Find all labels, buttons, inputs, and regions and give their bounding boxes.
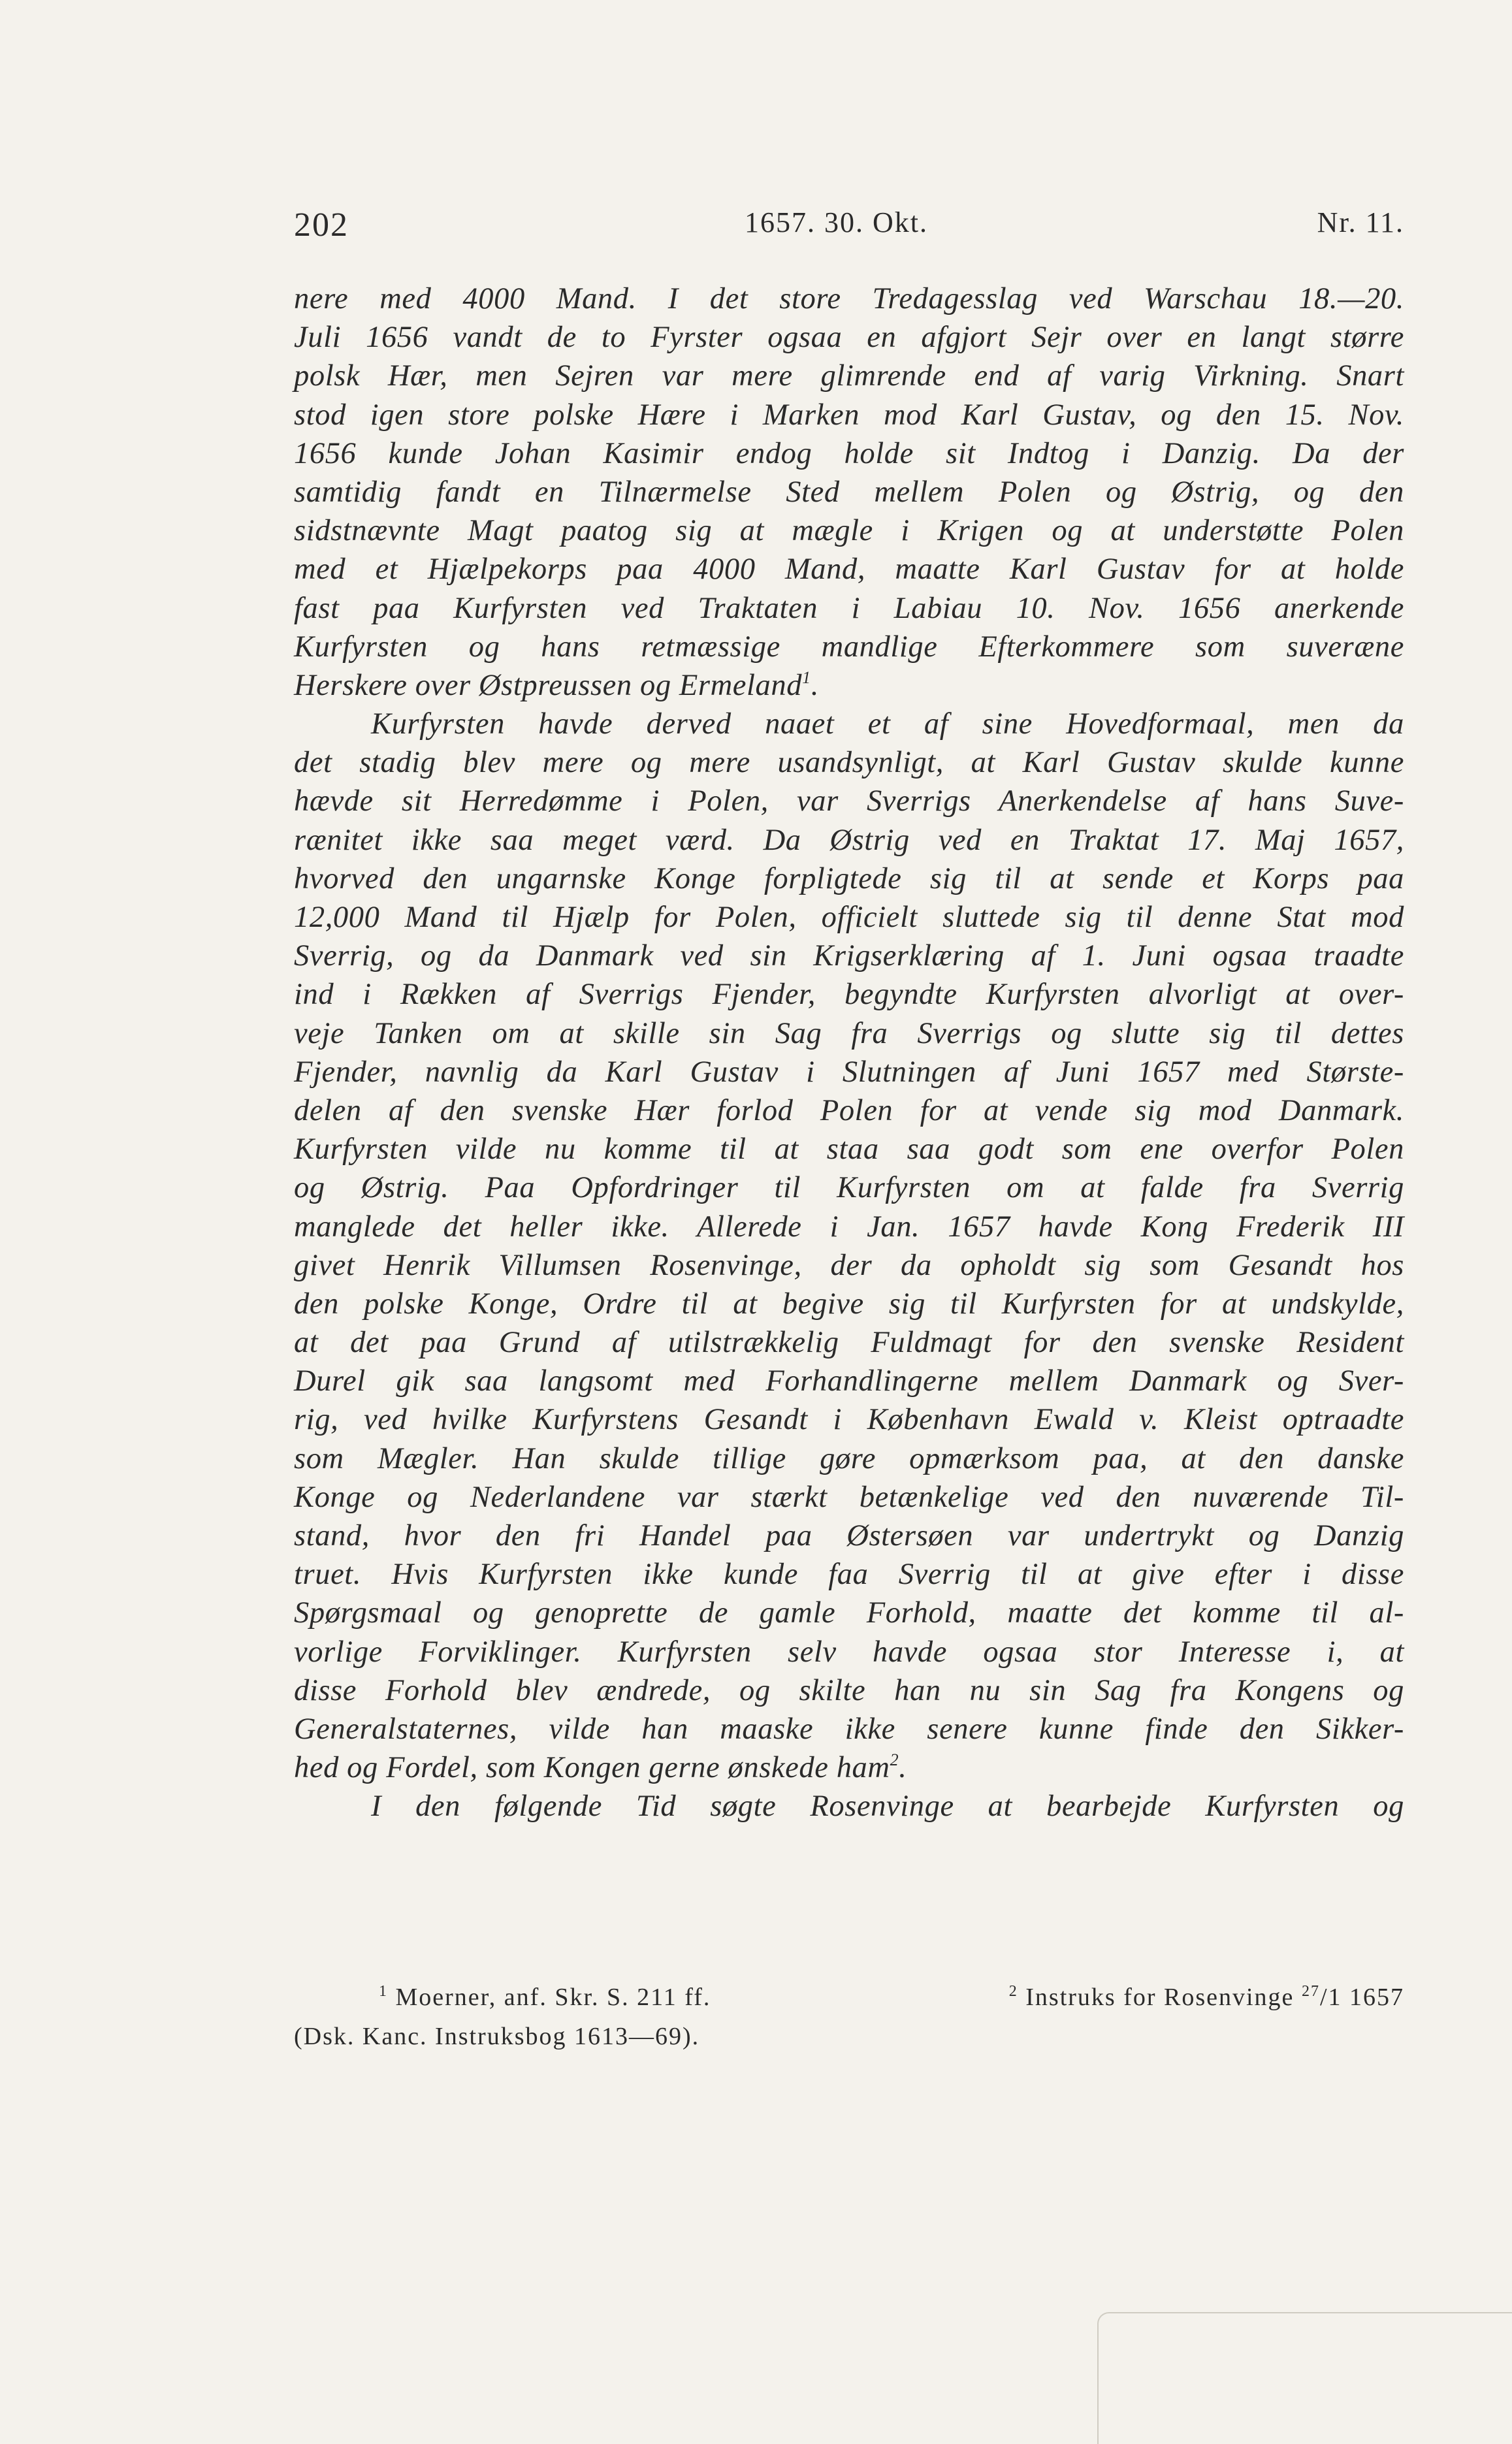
running-header [294,206,1404,258]
footnote-row [294,1978,1404,2017]
footnote-2-number: 2 [1008,1983,1018,2000]
text-line: truet. Hvis Kurfyrsten ikke kunde faa Sverrig til at give efter i disse [294,1558,1404,1592]
text-line: Spørgsmaal og genoprette de gamle Forhold, maatte det komme til al- [294,1596,1404,1630]
text-line: Fjender, navnlig da Karl Gustav i Slutningen af Juni 1657 med Største- [294,1055,1404,1089]
header-date: 1657. 30. Okt. [745,206,928,238]
text-line: Konge og Nederlandene var stærkt betænkelige ved den nuværende Til- [294,1480,1404,1514]
text-line: 12,000 Mand til Hjælp for Polen, officielt sluttede sig til denne Stat mod [294,901,1404,934]
text-line: det stadig blev mere og mere usandsynligt, at Karl Gustav skulde kunne [294,746,1404,780]
text-line: Kurfyrsten havde derved naaet et af sine Hovedformaal, men da [371,707,1404,741]
text-line: sidstnævnte Magt paatog sig at mægle i Krigen og at understøtte Polen [294,514,1404,548]
text-line-content: Herskere over Østpreussen og Ermeland [294,668,803,702]
text-line: vorlige Forviklinger. Kurfyrsten selv havde ogsaa stor Interesse i, at [294,1635,1404,1669]
text-line: Generalstaternes, vilde han maaske ikke senere kunne finde den Sikker- [294,1712,1404,1746]
footnote-2-text: Instruks for Rosenvinge [1025,1984,1295,2011]
footnote-ref-2-tail: . [899,1751,907,1785]
text-line: nere med 4000 Mand. I det store Tredagesslag ved Warschau 18.—20. [294,282,1404,315]
footnote-1 [379,1978,711,2017]
text-line: og Østrig. Paa Opfordringer til Kurfyrsten om at falde fra Sverrig [294,1171,1404,1205]
paper-edge-mark [1097,2312,1512,2444]
text-line: manglede det heller ikke. Allerede i Jan. 1657 havde Kong Frederik III [294,1210,1404,1244]
text-line: Juli 1656 vandt de to Fyrster ogsaa en afgjort Sejr over en langt større [294,321,1404,355]
footnote-1-number: 1 [379,1983,388,2000]
footnote-2 [1009,1978,1404,2017]
footnote-1-text: Moerner, anf. Skr. S. 211 ff. [395,1984,711,2011]
text-line: med et Hjælpekorps paa 4000 Mand, maatte Karl Gustav for at holde [294,553,1404,587]
text-line: ind i Rækken af Sverrigs Fjender, begyndte Kurfyrsten alvorligt at over- [294,978,1404,1012]
text-line-content: hed og Fordel, som Kongen gerne ønskede ham [294,1751,890,1785]
text-line: I den følgende Tid søgte Rosenvinge at bearbejde Kurfyrsten og [371,1790,1404,1824]
text-line: som Mægler. Han skulde tillige gøre opmærksom paa, at den danske [294,1441,1404,1475]
header-number: Nr. 11. [1317,206,1404,238]
text-line: den polske Konge, Ordre til at begive sig til Kurfyrsten for at undskylde, [294,1287,1404,1321]
footnote-2-date-num: 27 [1301,1983,1320,2000]
text-line: Kurfyrsten og hans retmæssige mandlige Efterkommere som suveræne [294,630,1404,664]
text-line [294,666,1404,705]
text-line: polsk Hær, men Sejren var mere glimrende end af varig Virkning. Snart [294,359,1404,393]
text-line: disse Forhold blev ændrede, og skilte han nu sin Sag fra Kongens og [294,1673,1404,1707]
footnote-2-date-den: /1 [1319,1984,1342,2011]
main-text [294,280,1404,1826]
text-line: delen af den svenske Hær forlod Polen for at vende sig mod Danmark. [294,1093,1404,1127]
footnote-row [294,2017,1404,2056]
text-line: Kurfyrsten vilde nu komme til at staa saa godt som ene overfor Polen [294,1133,1404,1166]
footnotes [294,1978,1404,2056]
page-number: 202 [294,206,349,244]
footnote-2-continuation: (Dsk. Kanc. Instruksbog 1613—69). [294,2023,700,2050]
text-line: Durel gik saa langsomt med Forhandlingerne mellem Danmark og Sver- [294,1364,1404,1398]
footnote-ref-2: 2 [890,1750,899,1770]
text-line: samtidig fandt en Tilnærmelse Sted mellem Polen og Østrig, og den [294,475,1404,509]
text-line [294,1748,1404,1787]
text-line: Sverrig, og da Danmark ved sin Krigserklæring af 1. Juni ogsaa traadte [294,939,1404,973]
text-line: rænitet ikke saa meget værd. Da Østrig ved en Traktat 17. Maj 1657, [294,823,1404,857]
text-line: givet Henrik Villumsen Rosenvinge, der da opholdt sig som Gesandt hos [294,1248,1404,1282]
footnote-2-year: 1657 [1349,1984,1404,2011]
footnote-ref-1: 1 [802,667,811,687]
text-line: 1656 kunde Johan Kasimir endog holde sit Indtog i Danzig. Da der [294,436,1404,470]
text-line: hvorved den ungarnske Konge forpligtede sig til at sende et Korps paa [294,861,1404,895]
text-line: stod igen store polske Hære i Marken mod Karl Gustav, og den 15. Nov. [294,398,1404,432]
text-line: fast paa Kurfyrsten ved Traktaten i Labiau 10. Nov. 1656 anerkende [294,591,1404,625]
text-line: stand, hvor den fri Handel paa Østersøen var undertrykt og Danzig [294,1519,1404,1552]
text-line: rig, ved hvilke Kurfyrstens Gesandt i København Ewald v. Kleist optraadte [294,1403,1404,1437]
text-line: at det paa Grund af utilstrækkelig Fuldmagt for den svenske Resident [294,1326,1404,1360]
text-line: hævde sit Herredømme i Polen, var Sverrigs Anerkendelse af hans Suve- [294,784,1404,818]
footnote-ref-1-tail: . [811,668,819,702]
text-line: veje Tanken om at skille sin Sag fra Sverrigs og slutte sig til dettes [294,1016,1404,1050]
